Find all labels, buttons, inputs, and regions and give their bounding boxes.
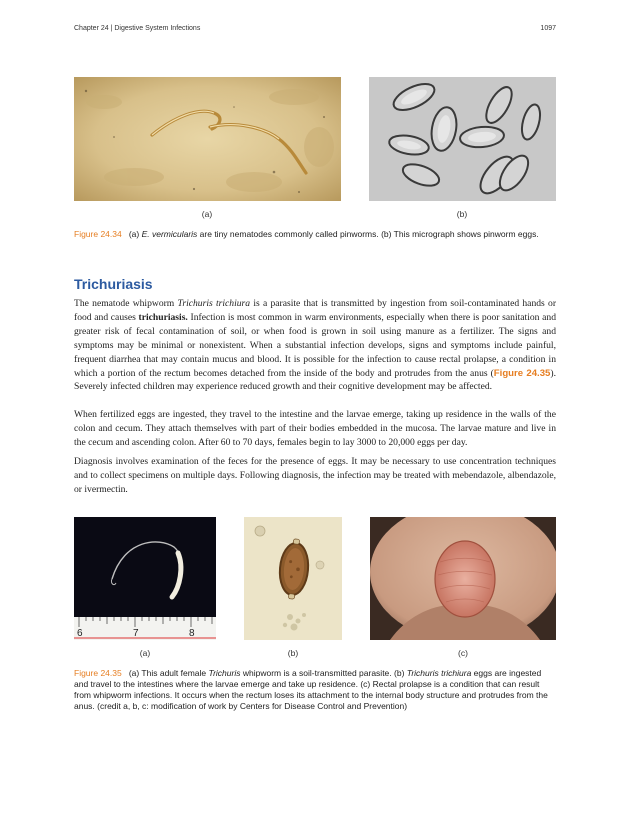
figure-24-35b-trichuris-egg-micrograph bbox=[244, 517, 342, 640]
ruler-label-8: 8 bbox=[189, 628, 195, 639]
paragraph-3: Diagnosis involves examination of the feces for the presence of eggs. It may be necessary to use concentration techniques and to collect specimens on multiple days. Following diagnosis, the infection may be treated with mebendazole, albendazole, or ivermectin. bbox=[74, 456, 556, 495]
figure-24-35-label-c: (c) bbox=[458, 648, 468, 658]
species-name: Trichuris trichiura bbox=[177, 298, 251, 309]
figure-24-34a-pinworms-photo bbox=[74, 77, 341, 201]
figure-24-35-label-a: (a) bbox=[139, 648, 151, 658]
running-header-chapter: Chapter 24 | Digestive System Infections bbox=[74, 25, 201, 32]
caption-text: are tiny nematodes commonly called pinworms. (b) This micrograph shows pinworm eggs. bbox=[197, 229, 539, 239]
key-term: trichuriasis. bbox=[138, 311, 188, 323]
caption-species: E. vermicularis bbox=[141, 229, 198, 239]
paragraph-text: The nematode whipworm bbox=[74, 298, 178, 309]
caption-species: Trichuris trichiura bbox=[406, 668, 472, 678]
paragraph-text: ). Severely infected children may experience reduced growth and their cognitive development may be affected. bbox=[74, 367, 556, 393]
paragraph-text: is a parasite that is transmitted by ingestion from soil-contaminated hands or food and causes bbox=[74, 298, 557, 323]
caption-text: eggs are ingested and travel to the intestines where the larvae emerge and take up residence. (c) Rectal prolapse is a condition that can result from whipworm infections. It occurs when the rectum loses its attachment to the internal body structure and protrudes from the anus. (credit a, b, c: modification of work by Centers for Disease Control and Prevention) bbox=[74, 668, 548, 711]
caption-text: (a) bbox=[128, 229, 142, 239]
ruler-label-7: 7 bbox=[133, 628, 139, 639]
caption-genus: Trichuris bbox=[208, 668, 241, 678]
paragraph-text: Infection is most common in warm environments, especially when there is poor sanitation and greater risk of fecal contamination of soil, or when food is grown in soil using manure as a fertilizer. The signs and symptoms may be minimal or nonexistent. When a substantial infection develops, signs and symptoms include painful, frequent diarrhea that may contain mucus and blood. It is possible for the infection to cause rectal prolapse, a condition in which a portion of the rectum becomes detached from the inside of the body and protrudes from the anus ( bbox=[74, 311, 557, 379]
figure-24-35a-whipworm-photo bbox=[74, 517, 216, 640]
figure-24-35-label-b: (b) bbox=[287, 648, 299, 658]
section-title: Trichuriasis bbox=[74, 276, 153, 292]
figure-24-34b-pinworm-eggs-micrograph bbox=[369, 77, 556, 201]
page-number: 1097 bbox=[540, 25, 556, 32]
figure-24-34-label-b: (b) bbox=[456, 209, 468, 219]
figure-24-35-caption-label: Figure 24.35 bbox=[74, 668, 122, 678]
figure-24-35-caption bbox=[74, 668, 556, 712]
paragraph-2: When fertilized eggs are ingested, they travel to the intestine and the larvae emerge, taking up residence in the walls of the colon and cecum. They attach themselves with part of their bodies embedded in the mucosa. The larvae mature and live in the cecum and ascending colon. After 60 to 70 days, females begin to lay 3000 to 20,000 eggs per day. bbox=[74, 409, 556, 448]
paragraph-1 bbox=[74, 297, 556, 394]
caption-text: (a) This adult female bbox=[128, 668, 209, 678]
figure-24-35c-rectal-prolapse-photo bbox=[370, 517, 556, 640]
caption-text: whipworm is a soil-transmitted parasite. (b) bbox=[240, 668, 407, 678]
figure-24-34-label-a: (a) bbox=[201, 209, 213, 219]
figure-24-34-caption-label: Figure 24.34 bbox=[74, 229, 122, 239]
figure-24-35-link[interactable]: Figure 24.35 bbox=[493, 367, 551, 379]
figure-24-34-caption bbox=[74, 229, 556, 240]
ruler-label-6: 6 bbox=[77, 628, 83, 639]
